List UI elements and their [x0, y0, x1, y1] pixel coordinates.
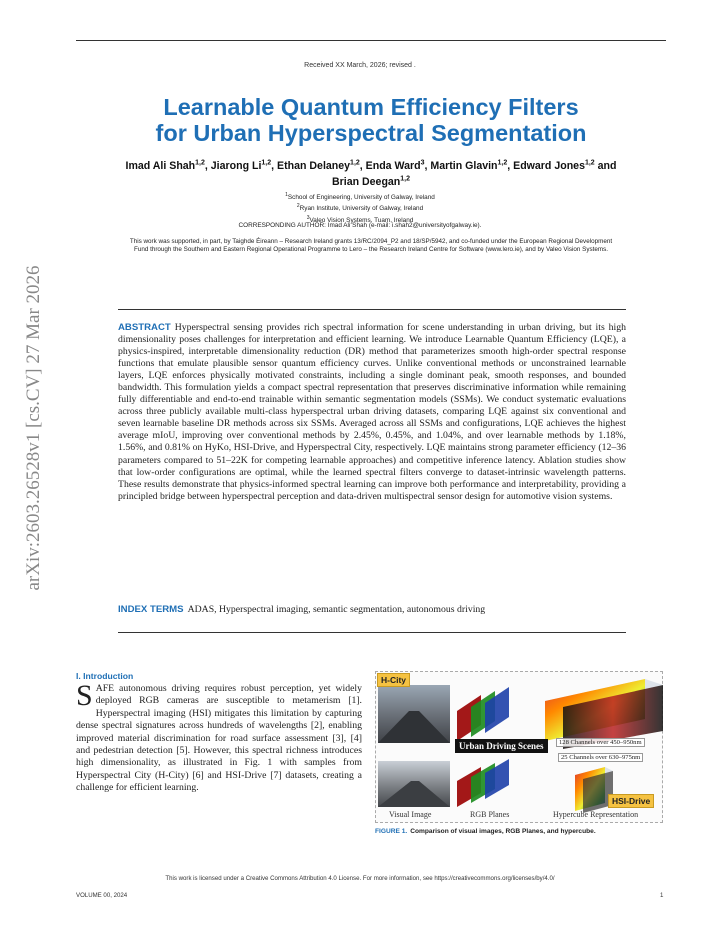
column-label-rgb: RGB Planes: [470, 810, 510, 819]
intro-paragraph: [76, 679, 362, 795]
index-terms: [118, 604, 626, 615]
corresponding-author: CORRESPONDING AUTHOR: Imad Ali Shah (e-mail: i.shah2@universityofgalway.ie).: [238, 222, 482, 229]
abstract-text: Hyperspectral sensing provides rich spectral information for scene understanding in urban driving, but its high dimensionality poses challenges for interpretation and efficient learning. We introduce Learnable Quantum Efficiency (LQE), a physics-inspired, interpretable dimensionality reduction (DR) method that parameterizes smooth high-order spectral response functions that emulate plausible sensor quantum efficiency curves. Unlike conventional methods or unconstrained learnable layers, LQE enforces physically motivated constraints, including a single dominant peak, smooth responses, and bounded bandwidth. This formulation yields a compact spectral representation that preserves discriminative information while remaining fully differentiable and end-to-end trainable within semantic segmentation models (SSMs). We conduct systematic evaluations across three publicly available multi-class hyperspectral urban driving datasets, comparing LQE against six conventional and seven learnable baseline DR methods across six SSMs. Averaged across all SSMs and configurations, LQE achieves the highest average mIoU, improving over conventional methods by 2.45%, 0.45%, and 1.04%, and over learnable methods by 1.18%, 1.56%, and 0.81% on HyKo, HSI-Drive, and Hyperspectral City, respectively. LQE maintains strong parameter efficiency (12–36 parameters compared to 51–22K for competing learnable approaches) and competitive inference latency. Ablation studies show that low-order configurations are optimal, while the learned spectral filters converge to dataset-intrinsic wavelength patterns. These results demonstrate that physics-informed spectral learning can improve both performance and interpretability, providing a principled bridge between hyperspectral perception and data-driven multispectral sensor design for automotive vision systems.: [118, 322, 626, 502]
top-rule: [76, 40, 666, 41]
author: Jiarong Li$^{1,2}$,: [210, 159, 278, 172]
column-label-hypercube: Hypercube Representation: [553, 810, 639, 819]
dataset-tag-hcity: H-City: [377, 673, 410, 687]
index-terms-text: ADAS, Hyperspectral imaging, semantic segmentation, autonomous driving: [187, 604, 486, 615]
received-date: Received XX March, 2026; revised .: [304, 62, 416, 69]
channels-label-hsidrive: 25 Channels over 630–975nm: [558, 753, 643, 762]
channels-label-hcity: 128 Channels over 450–950nm: [556, 738, 645, 747]
intro-text: AFE autonomous driving requires robust perception, yet widely deployed RGB cameras are susceptible to metamerism [1]. Hyperspectral imaging (HSI) mitigates this limitation by capturing dense spectral signatures across hundreds of wavelengths [2], enabling improved material discrimination for road surface assessment [3], [4] and pedestrian detection [5]. However, this spectral richness introduces high dimensionality, as illustrated in Fig. 1 with samples from Hyperspectral City (H-City) [6] and HSI-Drive [7] datasets, creating a challenge for efficient learning.: [76, 683, 362, 794]
figure-caption: [375, 828, 665, 835]
affiliation: $^1$School of Engineering, University of Galway, Ireland: [285, 192, 435, 202]
rgb-plane-blue-top: [485, 687, 509, 733]
paper-title: [76, 94, 666, 146]
volume-label: VOLUME 00, 2024: [76, 892, 128, 899]
column-label-visual: Visual Image: [389, 810, 432, 819]
author: Martin Glavin$^{1,2}$,: [430, 159, 514, 172]
author: Imad Ali Shah$^{1,2}$,: [125, 159, 211, 172]
affiliations: [0, 191, 720, 225]
caption-text: Comparison of visual images, RGB Planes, and hypercube.: [410, 828, 596, 835]
abstract-bottom-rule: [118, 632, 626, 633]
title-line-1: Learnable Quantum Efficiency Filters: [163, 94, 579, 120]
abstract-top-rule: [118, 309, 626, 310]
abstract-label: ABSTRACT: [118, 322, 171, 333]
title-line-2: for Urban Hyperspectral Segmentation: [155, 120, 587, 146]
index-terms-label: INDEX TERMS: [118, 604, 184, 615]
license-note: This work is licensed under a Creative Commons Attribution 4.0 License. For more information, see https://creativecommons.org/licenses/by/4.0/: [165, 875, 555, 882]
drop-cap: S: [76, 679, 93, 712]
funding-note: This work was supported, in part, by Taighde Éireann – Research Ireland grants 13/RC/2094_P2 and 18/SP/5942, and co-funded under the European Regional Development Fund through the Southern and Eastern Regional Operational Programme to Lero – the Research Ireland Centre for Software (www.lero.ie), and by Valeo Vision Systems.: [129, 238, 613, 254]
abstract: [118, 322, 626, 503]
section-heading: I. Introduction: [76, 671, 134, 681]
affiliation: $^2$Ryan Institute, University of Galway, Ireland: [296, 203, 424, 213]
urban-scenes-label: Urban Driving Scenes: [455, 739, 548, 753]
author: Ethan Delaney$^{1,2}$,: [277, 159, 366, 172]
arxiv-sidebar: [14, 258, 54, 598]
author: Brian Deegan$^{1,2}$: [331, 175, 411, 189]
author: Enda Ward$^3$,: [365, 159, 431, 172]
author: Edward Jones$^{1,2}$ and: [513, 159, 617, 172]
affiliation: $^3$Valeo Vision Systems, Tuam, Ireland: [306, 214, 414, 224]
page-number: 1: [660, 892, 664, 899]
caption-label: FIGURE 1.: [375, 828, 408, 835]
arxiv-identifier[interactable]: arXiv:2603.26528v1 [cs.CV] 27 Mar 2026: [23, 265, 44, 591]
dataset-tag-hsidrive: HSI-Drive: [608, 794, 654, 808]
rgb-plane-blue-bottom: [485, 759, 509, 799]
author-list: [116, 156, 626, 189]
